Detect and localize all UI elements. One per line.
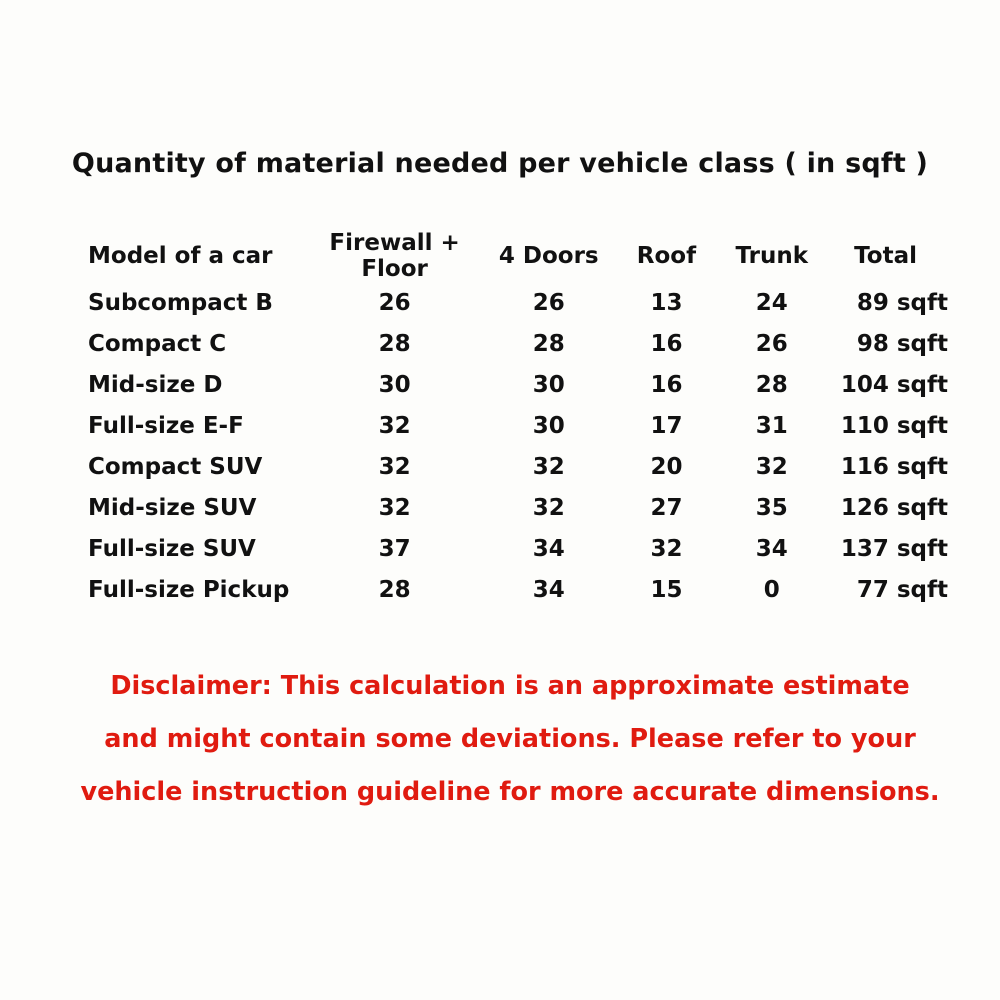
cell-total: 116 sqft: [840, 453, 948, 480]
cell-total: 110 sqft: [840, 412, 948, 439]
cell-trunk: 24: [755, 289, 788, 316]
column-header-firewall: Firewall + Floor: [329, 230, 460, 282]
cell-firewall-floor: 32: [378, 453, 411, 480]
cell-model: Full-size SUV: [88, 535, 256, 562]
cell-firewall-floor: 37: [378, 535, 411, 562]
cell-roof: 16: [650, 330, 683, 357]
column-header-model: Model of a car: [88, 243, 273, 269]
cell-firewall-floor: 26: [378, 289, 411, 316]
cell-firewall-floor: 32: [378, 494, 411, 521]
cell-roof: 15: [650, 576, 683, 603]
cell-doors: 28: [532, 330, 565, 357]
table-row: [88, 323, 948, 364]
table-row: [88, 446, 948, 487]
table-row: [88, 569, 948, 610]
cell-firewall-floor: 30: [378, 371, 411, 398]
cell-model: Full-size Pickup: [88, 576, 290, 603]
cell-trunk: 35: [755, 494, 788, 521]
cell-doors: 34: [532, 535, 565, 562]
cell-total: 77 sqft: [856, 576, 948, 603]
disclaimer-line-3: vehicle instruction guideline for more accurate dimensions.: [80, 777, 940, 807]
cell-trunk: 26: [755, 330, 788, 357]
cell-doors: 34: [532, 576, 565, 603]
cell-doors: 32: [532, 453, 565, 480]
page-title: Quantity of material needed per vehicle class ( in sqft ): [71, 148, 929, 179]
cell-model: Compact SUV: [88, 453, 263, 480]
disclaimer-line-1: Disclaimer: This calculation is an approximate estimate: [110, 671, 910, 701]
cell-model: Full-size E-F: [88, 412, 244, 439]
cell-total: 98 sqft: [856, 330, 948, 357]
cell-roof: 16: [650, 371, 683, 398]
cell-model: Subcompact B: [88, 289, 273, 316]
cell-trunk: 28: [755, 371, 788, 398]
material-quantity-table: [88, 230, 948, 610]
cell-trunk: 32: [755, 453, 788, 480]
cell-roof: 17: [650, 412, 683, 439]
cell-roof: 20: [650, 453, 683, 480]
cell-total: 126 sqft: [840, 494, 948, 521]
table-row: [88, 528, 948, 569]
table-row: [88, 487, 948, 528]
disclaimer-text: [70, 660, 950, 819]
cell-firewall-floor: 32: [378, 412, 411, 439]
cell-roof: 32: [650, 535, 683, 562]
cell-firewall-floor: 28: [378, 576, 411, 603]
table-header-row: [88, 230, 948, 282]
table-header: [88, 230, 948, 282]
column-header-doors: 4 Doors: [498, 243, 599, 269]
cell-total: 89 sqft: [856, 289, 948, 316]
cell-model: Mid-size SUV: [88, 494, 257, 521]
column-header-total: Total: [854, 243, 917, 269]
disclaimer-line-2: and might contain some deviations. Please refer to your: [104, 724, 916, 754]
cell-doors: 30: [532, 371, 565, 398]
table-row: [88, 364, 948, 405]
cell-model: Mid-size D: [88, 371, 223, 398]
cell-trunk: 31: [755, 412, 788, 439]
cell-roof: 13: [650, 289, 683, 316]
table-body: [88, 282, 948, 610]
table-row: [88, 282, 948, 323]
cell-model: Compact C: [88, 330, 227, 357]
cell-total: 104 sqft: [840, 371, 948, 398]
cell-trunk: 0: [763, 576, 780, 603]
cell-doors: 32: [532, 494, 565, 521]
cell-firewall-floor: 28: [378, 330, 411, 357]
cell-doors: 26: [532, 289, 565, 316]
cell-doors: 30: [532, 412, 565, 439]
column-header-trunk: Trunk: [735, 243, 809, 269]
cell-roof: 27: [650, 494, 683, 521]
column-header-roof: Roof: [636, 243, 697, 269]
cell-trunk: 34: [755, 535, 788, 562]
cell-total: 137 sqft: [840, 535, 948, 562]
table-row: [88, 405, 948, 446]
